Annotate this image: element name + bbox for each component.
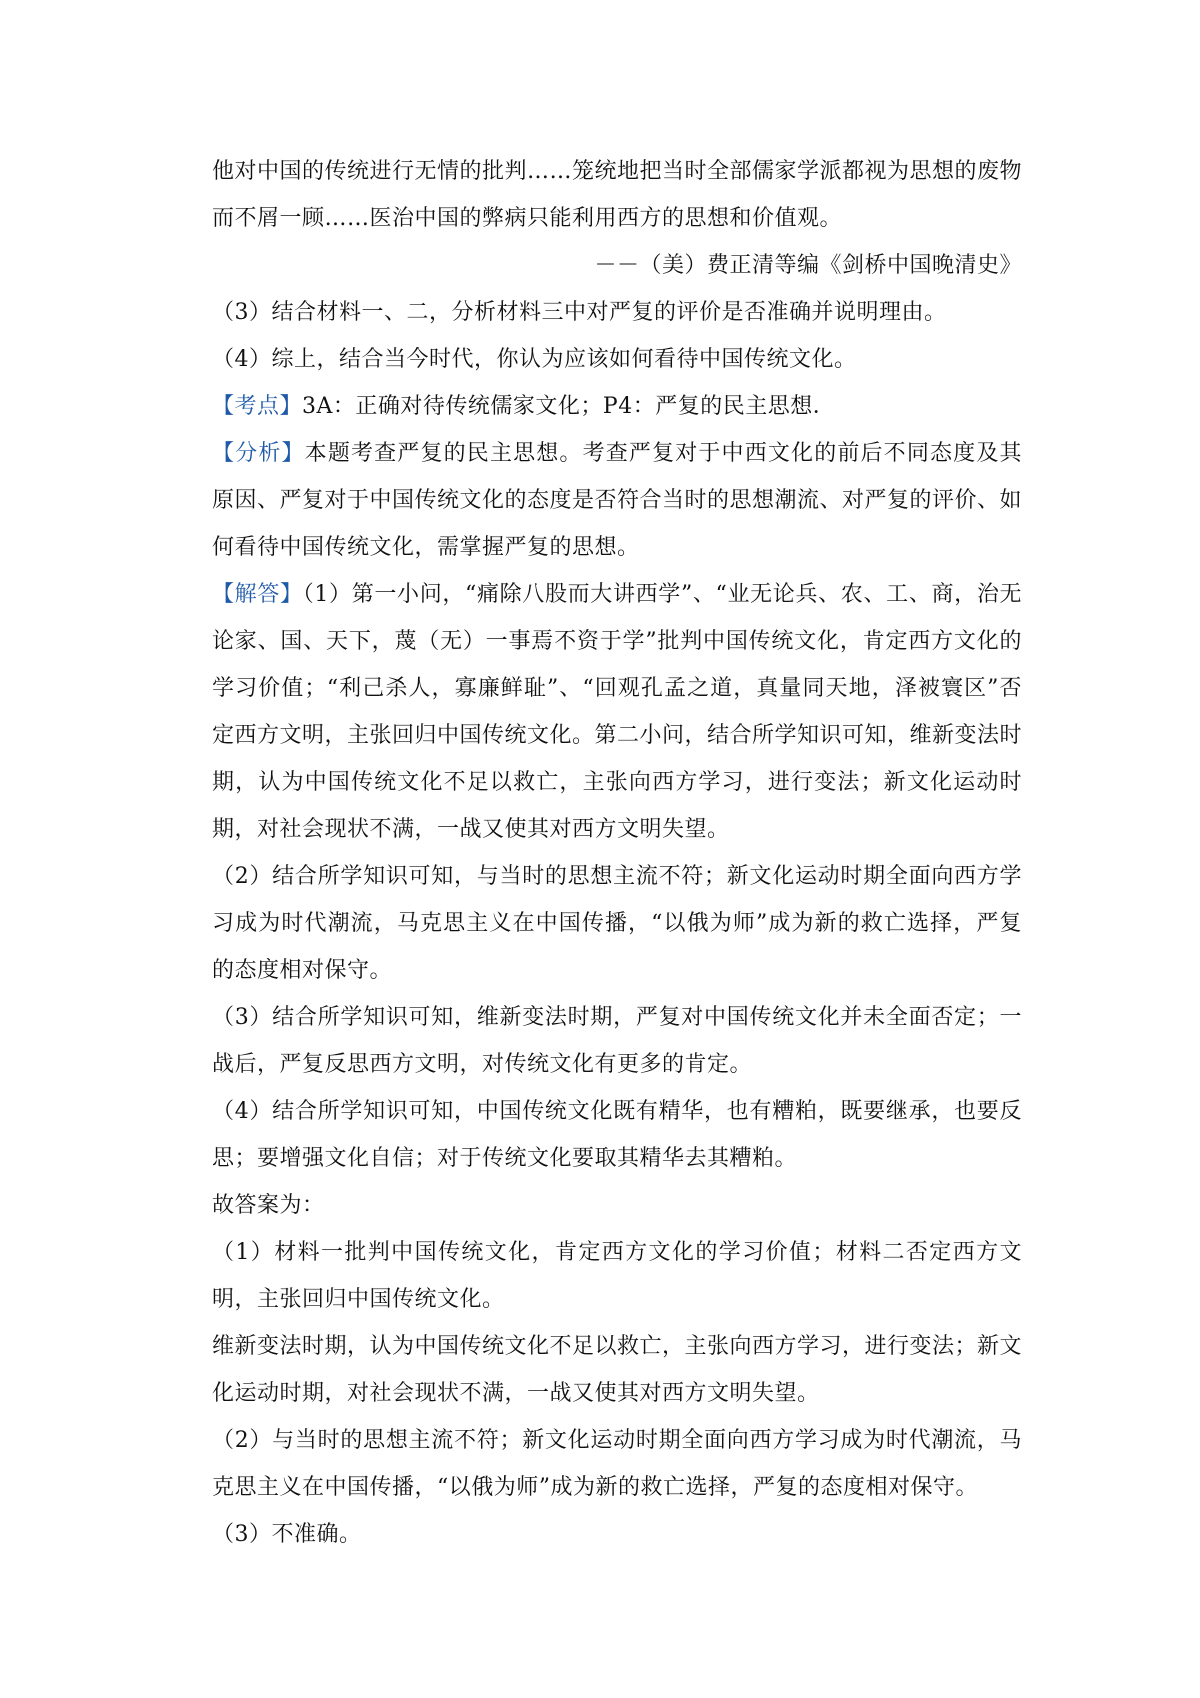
answer-3: （3）不准确。: [212, 1522, 362, 1547]
jieda-4: （4）结合所学知识可知，中国传统文化既有精华，也有糟粕，既要继承，也要反思；要增强文化自信；对于传统文化要取其精华去其糟粕。: [212, 1099, 1022, 1171]
jieda-text: （1）第一小问，“痛除八股而大讲西学”、“业无论兵、农、工、商，治无论家、国、天下，蔑（无）一事焉不资于学”批判中国传统文化，肯定西方文化的学习价值；“利己杀人，寡廉鲜耻”、“回观孔孟之道，真量同天地，泽被寰区”否定西方文明，主张回归中国传统文化。第二小问，结合所学知识可知，维新变法时期，认为中国传统文化不足以救亡，主张向西方学习，进行变法；新文化运动时期，对社会现状不满，一战又使其对西方文明失望。: [212, 582, 1023, 842]
material-quote: 他对中国的传统进行无情的批判……笼统地把当时全部儒家学派都视为思想的废物而不屑一顾……医治中国的弊病只能利用西方的思想和价值观。: [212, 159, 1023, 231]
fenxi-text: 本题考查严复的民主思想。考查严复对于中西文化的前后不同态度及其原因、严复对于中国传统文化的态度是否符合当时的思想潮流、对严复的评价、如何看待中国传统文化，需掌握严复的思想。: [212, 441, 1023, 560]
fenxi-paragraph: [212, 430, 1022, 571]
jieda-3: （3）结合所学知识可知，维新变法时期，严复对中国传统文化并未全面否定；一战后，严复反思西方文明，对传统文化有更多的肯定。: [212, 1005, 1022, 1077]
jieda-2: （2）结合所学知识可知，与当时的思想主流不符；新文化运动时期全面向西方学习成为时代潮流，马克思主义在中国传播，“以俄为师”成为新的救亡选择，严复的态度相对保守。: [212, 864, 1022, 983]
material-source: －－（美）费正清等编《剑桥中国晚清史》: [594, 253, 1022, 278]
kaodian-text: 3A：正确对待传统儒家文化；P4：严复的民主思想．: [302, 394, 836, 419]
page-content: [212, 148, 1022, 1558]
question-4: （4）综上，结合当今时代，你认为应该如何看待中国传统文化。: [212, 347, 857, 372]
question-3: （3）结合材料一、二，分析材料三中对严复的评价是否准确并说明理由。: [212, 300, 947, 325]
answer-intro: 故答案为：: [212, 1193, 325, 1218]
answer-2: （2）与当时的思想主流不符；新文化运动时期全面向西方学习成为时代潮流，马克思主义在中国传播，“以俄为师”成为新的救亡选择，严复的态度相对保守。: [212, 1428, 1022, 1500]
kaodian-paragraph: [212, 383, 1022, 430]
fenxi-tag: 【分析】: [212, 441, 305, 466]
jieda-tag: 【解答】: [212, 582, 303, 607]
jieda-paragraph: [212, 571, 1022, 853]
kaodian-tag: 【考点】: [212, 394, 303, 419]
answer-1a: （1）材料一批判中国传统文化，肯定西方文化的学习价值；材料二否定西方文明，主张回归中国传统文化。: [212, 1240, 1022, 1312]
answer-1b: 维新变法时期，认为中国传统文化不足以救亡，主张向西方学习，进行变法；新文化运动时期，对社会现状不满，一战又使其对西方文明失望。: [212, 1334, 1023, 1406]
